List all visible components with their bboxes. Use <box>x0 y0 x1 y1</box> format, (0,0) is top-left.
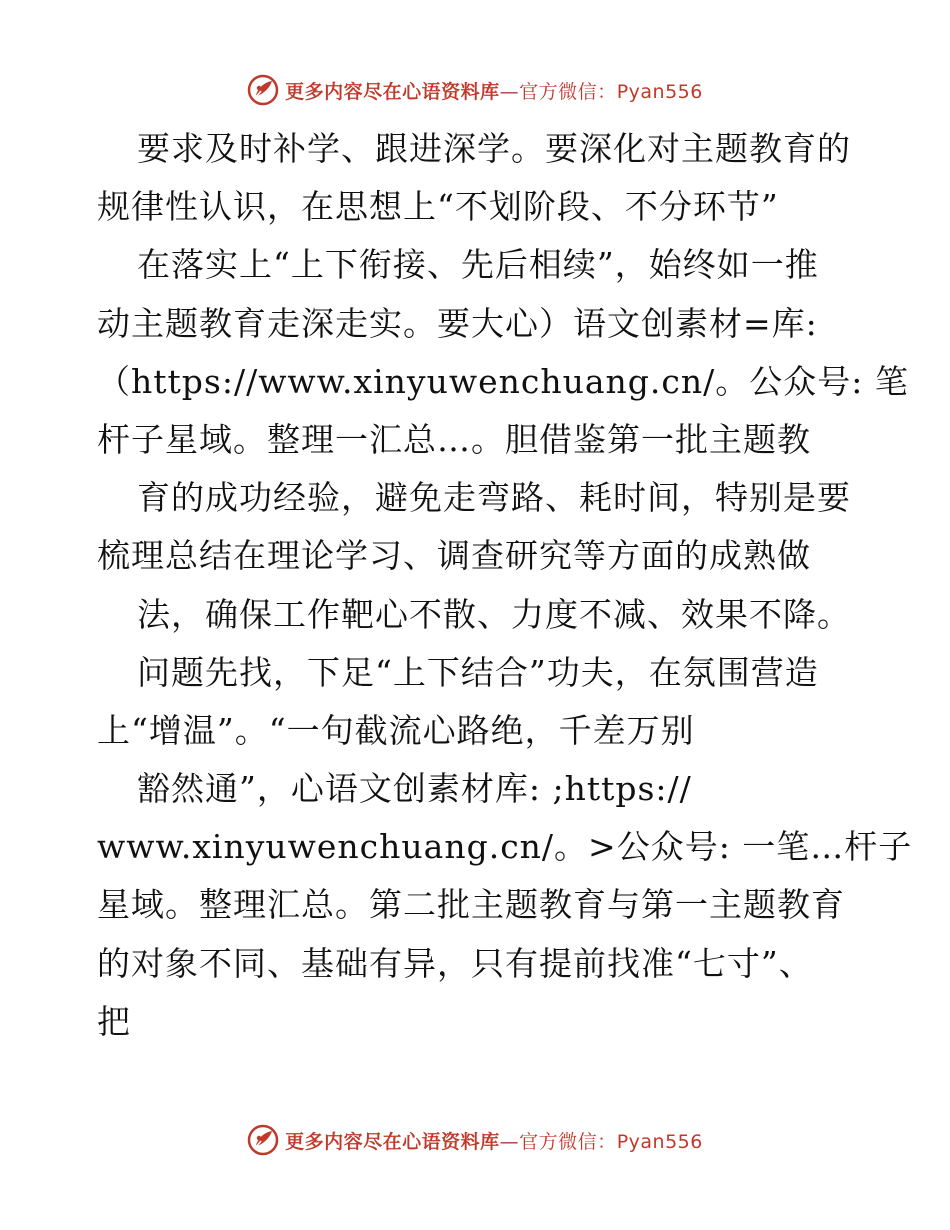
banner-text <box>285 1127 703 1154</box>
footer-banner <box>0 1120 950 1160</box>
wechat-id: Pyan556 <box>616 80 703 103</box>
text-line: www.xinyuwenchuang.cn/。>公众号: 一笔…杆子 <box>97 827 913 867</box>
banner-separator: — <box>499 80 520 103</box>
brand-text: 更多内容尽在心语资料库 <box>285 1130 500 1153</box>
wechat-id: Pyan556 <box>616 1130 703 1153</box>
text-line: 动主题教育走深走实。要大心）语文创素材=库: <box>97 303 818 343</box>
text-line: 杆子星域。整理一汇总…。胆借鉴第一批主题教 <box>97 419 811 459</box>
brand-text: 更多内容尽在心语资料库 <box>285 80 500 103</box>
text-line: 育的成功经验，避免走弯路、耗时间，特别是要 <box>137 478 851 518</box>
text-line: 豁然通”，心语文创素材库: ;https:// <box>137 769 692 809</box>
text-line: 梳理总结在理论学习、调查研究等方面的成熟做 <box>97 536 811 576</box>
banner-text <box>285 77 703 104</box>
wechat-label: 官方微信： <box>519 80 617 103</box>
leaf-pen-logo-icon <box>247 1124 279 1156</box>
text-line: 的对象不同、基础有异，只有提前找准“七寸”、 <box>97 943 813 983</box>
text-line: 法，确保工作靶心不散、力度不减、效果不降。 <box>137 594 851 634</box>
text-line: 要求及时补学、跟进深学。要深化对主题教育的 <box>137 129 851 168</box>
banner-separator: — <box>499 1130 520 1153</box>
text-line: 星域。整理汇总。第二批主题教育与第一主题教育 <box>97 885 845 925</box>
text-line: 规律性认识，在思想上“不划阶段、不分环节” <box>97 187 779 227</box>
leaf-pen-logo-icon <box>247 74 279 106</box>
wechat-label: 官方微信： <box>519 1130 617 1153</box>
text-line: 问题先找，下足“上下结合”功夫，在氛围营造 <box>137 652 819 692</box>
header-banner <box>0 70 950 110</box>
text-line: 在落实上“上下衔接、先后相续”，始终如一推 <box>137 245 819 285</box>
text-line: （https://www.xinyuwenchuang.cn/。公众号: 笔 <box>97 361 909 401</box>
text-line: 把 <box>97 1001 131 1041</box>
document-body <box>97 120 913 1051</box>
text-line: 上“增温”。“一句截流心路绝，千差万别 <box>97 710 695 750</box>
